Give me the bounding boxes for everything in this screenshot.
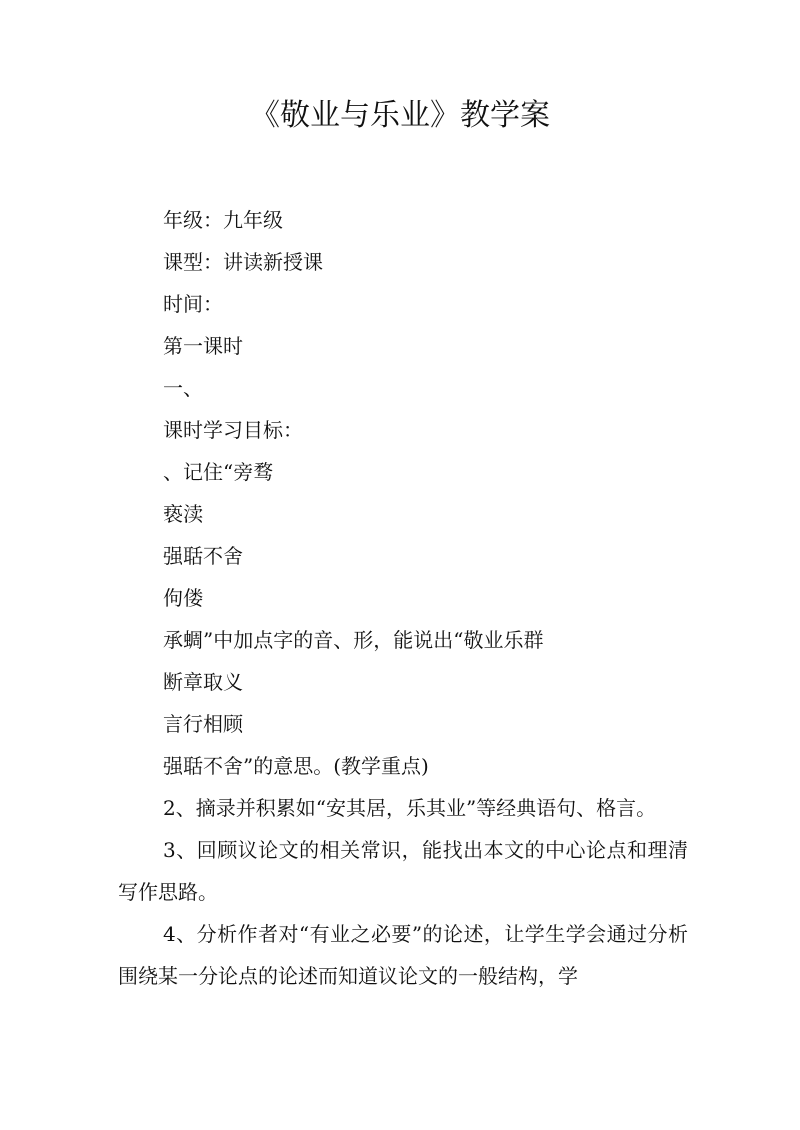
first-lesson-heading: 第一课时 <box>163 334 243 358</box>
vocabulary-word: 佝偻 <box>163 586 203 610</box>
lesson-type-line: 课型：讲读新授课 <box>163 250 323 274</box>
grade-line: 年级：九年级 <box>163 208 283 232</box>
time-line: 时间： <box>163 292 223 316</box>
document-body <box>118 199 688 997</box>
vocabulary-word: 断章取义 <box>163 670 243 694</box>
vocabulary-word: 强聒不舍 <box>163 544 243 568</box>
objectives-heading: 课时学习目标： <box>163 418 303 442</box>
objective-paragraph: 4、分析作者对“有业之必要”的论述，让学生学会通过分析围绕某一分论点的论述而知道议论文的一般结构，学 <box>118 922 688 988</box>
document-title: 《敬业与乐业》教学案 <box>250 98 550 133</box>
section-number: 一、 <box>163 376 203 400</box>
vocabulary-word: 言行相顾 <box>163 712 243 736</box>
objective-paragraph: 2、摘录并积累如“安其居，乐其业”等经典语句、格言。 <box>163 796 657 820</box>
objective-line: 强聒不舍”的意思。(教学重点) <box>163 754 429 778</box>
objective-line: 、记住“旁骛 <box>163 460 274 484</box>
vocabulary-word: 亵渎 <box>163 502 203 526</box>
objective-line: 承蜩”中加点字的音、形，能说出“敬业乐群 <box>163 628 544 652</box>
objective-paragraph: 3、回顾议论文的相关常识，能找出本文的中心论点和理清写作思路。 <box>118 838 688 904</box>
